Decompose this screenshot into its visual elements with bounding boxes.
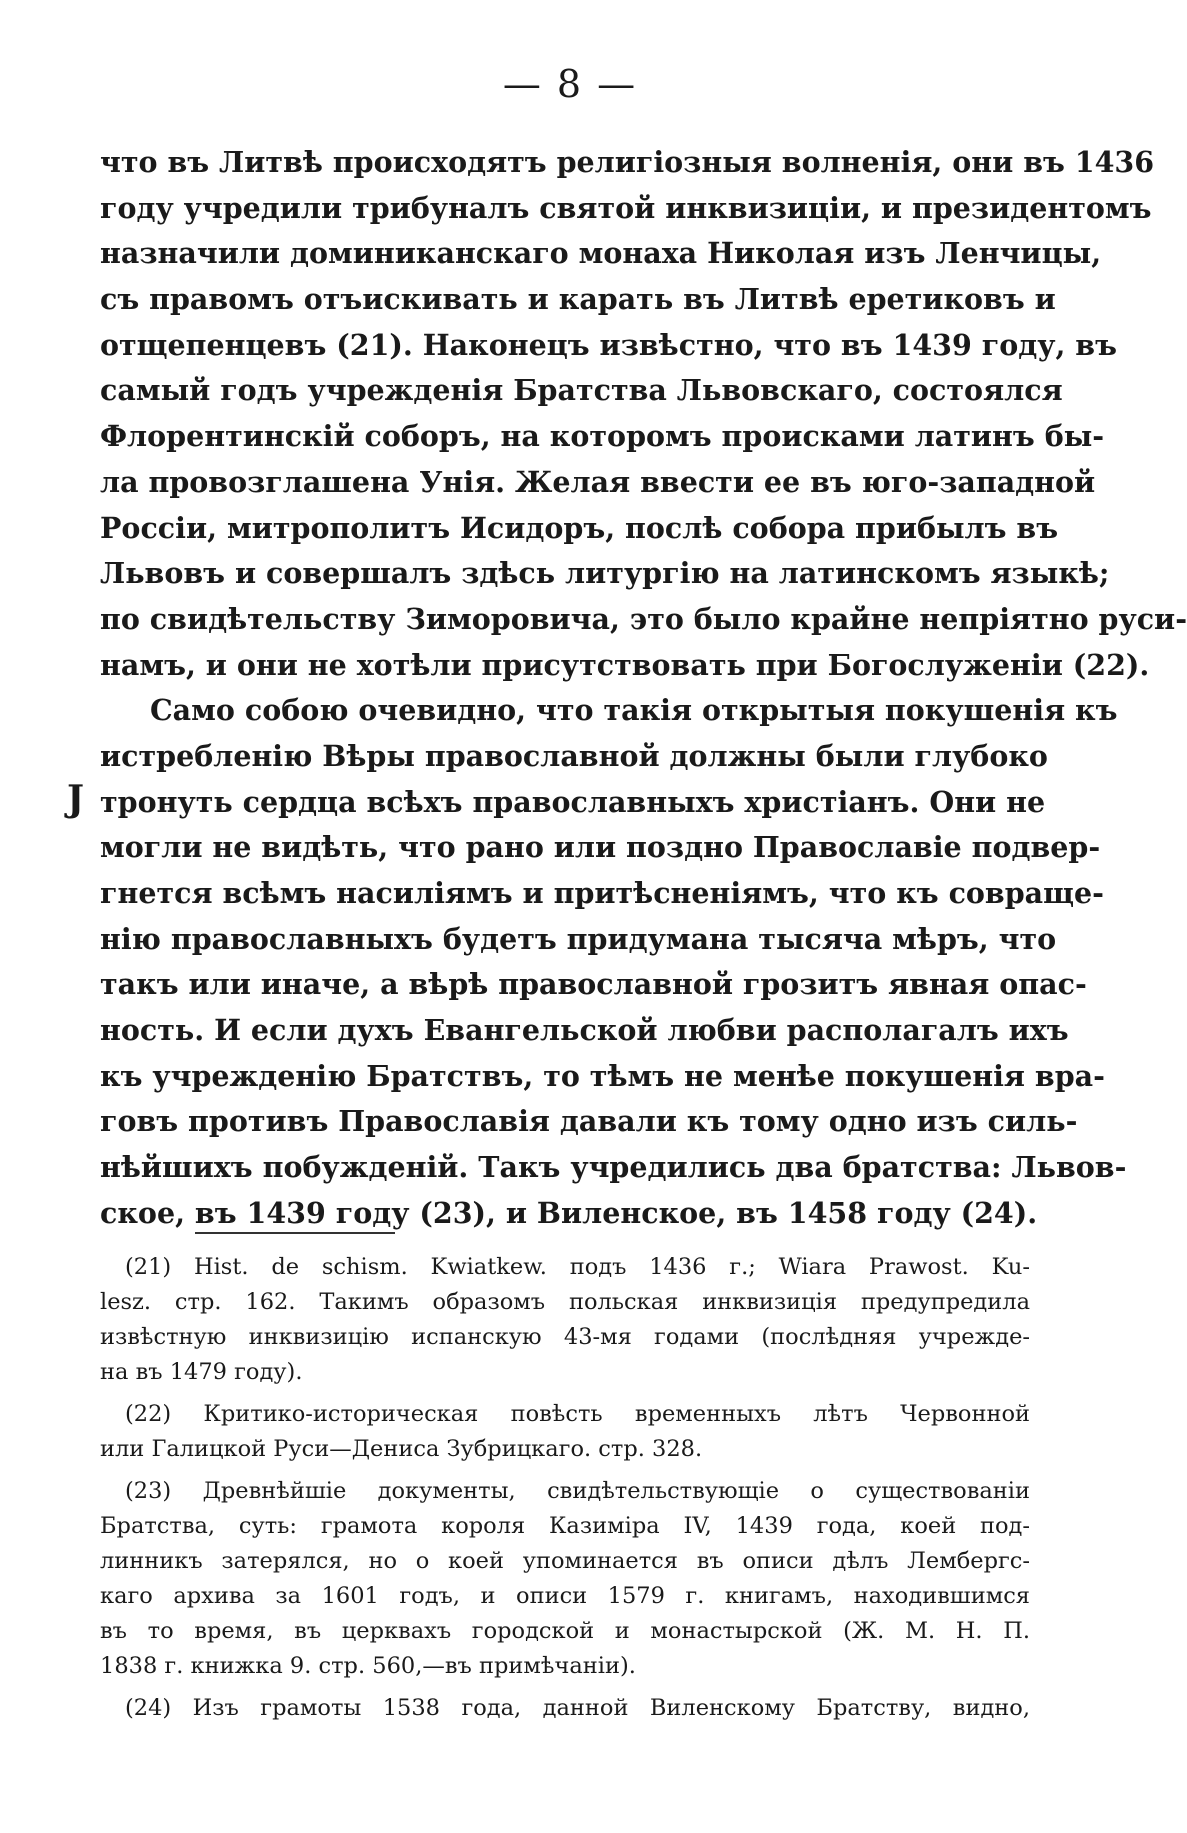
footnote-24 <box>100 1691 1030 1726</box>
body-line: Россіи, митрополитъ Исидоръ, послѣ собора прибылъ въ <box>100 510 1059 545</box>
footnote-line: (23) Древнѣйшіе документы, свидѣтельствующіе о существованіи <box>125 1478 1030 1504</box>
footnote-divider <box>195 1232 395 1234</box>
footnote-line: извѣстную инквизицію испанскую 43-мя годами (послѣдняя учрежде- <box>100 1324 1030 1350</box>
body-line: могли не видѣть, что рано или поздно Православіе подвер- <box>100 830 1101 865</box>
footnote-line: или Галицкой Руси—Дениса Зубрицкаго. стр. 328. <box>100 1436 703 1462</box>
footnote-line: (22) Критико-историческая повѣсть временныхъ лѣтъ Червонной <box>125 1401 1030 1427</box>
body-line: съ правомъ отъискивать и карать въ Литвѣ еретиковъ и <box>100 282 1056 317</box>
body-line: по свидѣтельству Зиморовича, это было крайне непріятно руси- <box>100 601 1187 636</box>
body-line: такъ или иначе, а вѣрѣ православной грозитъ явная опас- <box>100 967 1087 1002</box>
body-line: къ учрежденію Братствъ, то тѣмъ не менѣе покушенія вра- <box>100 1058 1105 1093</box>
margin-mark: J <box>67 778 85 820</box>
body-line: Само собою очевидно, что такія открытыя покушенія къ <box>150 693 1118 728</box>
footnote-line: (24) Изъ грамоты 1538 года, данной Виленскому Братству, видно, <box>125 1695 1030 1721</box>
footnote-line: линникъ затерялся, но о коей упоминается въ описи дѣлъ Лембергс- <box>100 1548 1030 1574</box>
footnote-21 <box>100 1250 1030 1390</box>
body-line: нію православныхъ будетъ придумана тысяча мѣръ, что <box>100 921 1057 956</box>
body-line: самый годъ учрежденія Братства Львовскаго, состоялся <box>100 373 1063 408</box>
footnote-line: въ то время, въ церквахъ городской и монастырской (Ж. М. Н. П. <box>100 1618 1030 1644</box>
body-line: что въ Литвѣ происходятъ религіозныя волненія, они въ 1436 <box>100 145 1155 179</box>
body-line: говъ противъ Православія давали къ тому одно изъ силь- <box>100 1104 1078 1139</box>
body-line: ское, въ 1439 году (23), и Виленское, въ 1458 году (24). <box>100 1195 1038 1230</box>
body-line: Флорентинскій соборъ, на которомъ происками латинъ бы- <box>100 419 1105 454</box>
footnote-line: lesz. стр. 162. Такимъ образомъ польская инквизиція предупредила <box>100 1289 1030 1315</box>
body-line: гнется всѣмъ насиліямъ и притѣсненіямъ, что къ совраще- <box>100 876 1104 910</box>
page-number: — 8 — <box>502 62 638 106</box>
footnote-line: (21) Hist. de schism. Kwiatkew. подъ 1436 г.; Wiara Prawost. Ku- <box>125 1254 1030 1280</box>
footnote-line: на въ 1479 году). <box>100 1359 303 1385</box>
body-line: Львовъ и совершалъ здѣсь литургію на латинскомъ языкѣ; <box>100 556 1110 591</box>
body-line: году учредили трибуналъ святой инквизиціи, и президентомъ <box>100 190 1152 225</box>
footnotes <box>100 1250 1030 1726</box>
body-line: намъ, и они не хотѣли присутствовать при Богослуженіи (22). <box>100 647 1150 682</box>
body-line: тронуть сердца всѣхъ православныхъ христіанъ. Они не <box>100 784 1046 819</box>
main-text <box>100 140 1187 1237</box>
footnote-line: 1838 г. книжка 9. стр. 560,—въ примѣчаніи). <box>100 1653 636 1679</box>
body-line: ность. И если духъ Евангельской любви располагалъ ихъ <box>100 1013 1069 1048</box>
footnote-line: Братства, суть: грамота короля Казиміра IV, 1439 года, коей под- <box>100 1513 1030 1539</box>
footnote-23 <box>100 1474 1030 1684</box>
footnote-line: каго архива за 1601 годъ, и описи 1579 г. книгамъ, находившимся <box>100 1583 1030 1609</box>
body-line: нѣйшихъ побужденій. Такъ учредились два братства: Львов- <box>100 1150 1127 1185</box>
footnote-22 <box>100 1397 1030 1467</box>
body-line: назначили доминиканскаго монаха Николая изъ Ленчицы, <box>100 236 1102 271</box>
body-line: истребленію Вѣры православной должны были глубоко <box>100 738 1048 773</box>
body-line: отщепенцевъ (21). Наконецъ извѣстно, что въ 1439 году, въ <box>100 327 1117 362</box>
body-line: ла провозглашена Унія. Желая ввести ее въ юго-западной <box>100 464 1096 499</box>
